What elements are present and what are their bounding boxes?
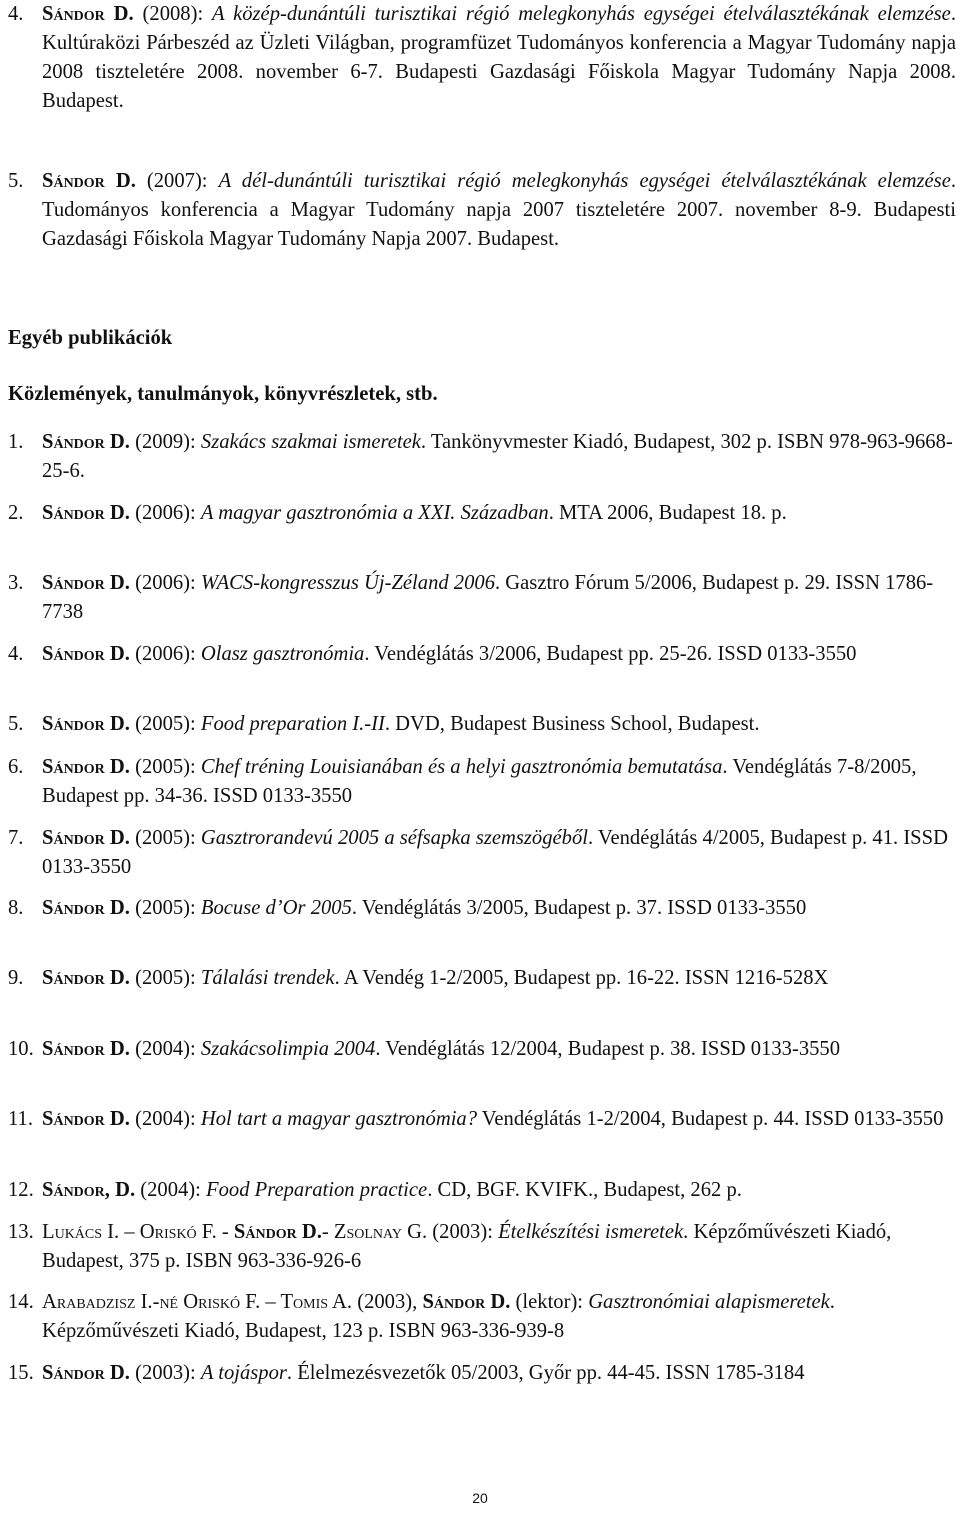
top-entry-4 bbox=[8, 0, 956, 116]
entry-number: 5. bbox=[8, 713, 24, 735]
entry-number: 7. bbox=[8, 827, 24, 849]
entry-number: 1. bbox=[8, 431, 24, 453]
entry-title: A magyar gasztronómia a XXI. Században bbox=[200, 502, 549, 524]
list-item bbox=[8, 1176, 956, 1205]
list-item bbox=[8, 894, 956, 923]
entry-source: . Tankönyvmester Kiadó, Budapest, 302 p. ISBN 978-963-9668-25-6. bbox=[42, 431, 953, 482]
entry-title: Olasz gasztronómia bbox=[200, 643, 365, 665]
entry-year: (2007): bbox=[135, 170, 219, 192]
entry-body bbox=[42, 428, 956, 486]
entry-author: Sándor D. bbox=[42, 1108, 130, 1130]
entry-number: 3. bbox=[8, 572, 24, 594]
entry-author: Sándor D. bbox=[42, 170, 136, 192]
entry-year: (2004): bbox=[129, 1038, 201, 1060]
entry-title: Food preparation I.-II bbox=[200, 713, 385, 735]
entry-year: (2004): bbox=[135, 1179, 207, 1201]
list-item bbox=[8, 824, 956, 882]
entry-year: (2003): bbox=[427, 1221, 499, 1243]
entry-body bbox=[42, 964, 956, 993]
entry-body bbox=[42, 569, 956, 627]
entry-source: . Élelmezésvezetők 05/2003, Győr pp. 44-45. ISSN 1785-3184 bbox=[286, 1362, 805, 1384]
entry-author: Sándor D. bbox=[42, 1362, 130, 1384]
entry-source: . Vendéglátás 4/2005, Budapest p. 41. ISSD 0133-3550 bbox=[42, 827, 948, 878]
entry-number: 10. bbox=[8, 1038, 34, 1060]
entry-year: (2005): bbox=[129, 967, 201, 989]
entry-body bbox=[42, 1035, 956, 1064]
entry-author: Sándor D. bbox=[42, 643, 130, 665]
entry-author: Sándor D. bbox=[42, 1038, 130, 1060]
entry-year: (2009): bbox=[129, 431, 201, 453]
page-number: 20 bbox=[472, 1490, 488, 1506]
entry-author: Sándor D. bbox=[42, 827, 130, 849]
entry-source: . Tudományos konferencia a Magyar Tudomány napja 2007 tiszteletére 2007. november 8-9. Budapesti Gazdasági Főiskola Magyar Tudomány Napja 2007. Budapest. bbox=[42, 170, 956, 250]
entry-number: 4. bbox=[8, 3, 24, 25]
entry-source: . Képzőművészeti Kiadó, Budapest, 375 p. ISBN 963-336-926-6 bbox=[42, 1221, 892, 1272]
entry-source: . CD, BGF. KVIFK., Budapest, 262 p. bbox=[427, 1179, 742, 1201]
entry-year: (2005): bbox=[129, 756, 201, 778]
entry-title: WACS-kongresszus Új-Zéland 2006 bbox=[200, 572, 495, 594]
entry-title: Szakácsolimpia 2004 bbox=[200, 1038, 376, 1060]
entry-source: . DVD, Budapest Business School, Budapest. bbox=[384, 713, 760, 735]
entry-author: Sándor D. bbox=[42, 897, 130, 919]
section-heading: Egyéb publikációk bbox=[8, 327, 173, 349]
entry-number: 12. bbox=[8, 1179, 34, 1201]
entry-number: 4. bbox=[8, 643, 24, 665]
entry-body bbox=[42, 167, 956, 254]
entry-year: (2006): bbox=[129, 502, 201, 524]
entry-title: Food Preparation practice bbox=[206, 1179, 428, 1201]
list-item bbox=[8, 1035, 956, 1064]
entry-number: 9. bbox=[8, 967, 24, 989]
entry-body bbox=[42, 1176, 956, 1205]
entry-source: . Vendéglátás 3/2005, Budapest p. 37. ISSD 0133-3550 bbox=[351, 897, 807, 919]
entry-title: A dél-dunántúli turisztikai régió melegkonyhás egységei ételválasztékának elemzése bbox=[218, 170, 951, 192]
entry-source: . MTA 2006, Budapest 18. p. bbox=[548, 502, 787, 524]
entry-body bbox=[42, 499, 956, 528]
entry-author: Sándor D. bbox=[42, 967, 130, 989]
entry-body bbox=[42, 824, 956, 882]
entry-source: . Vendéglátás 12/2004, Budapest p. 38. ISSD 0133-3550 bbox=[375, 1038, 841, 1060]
list-item bbox=[8, 640, 956, 669]
entry-number: 8. bbox=[8, 897, 24, 919]
list-item bbox=[8, 569, 956, 627]
entry-title: A tojáspor bbox=[200, 1362, 287, 1384]
entry-body bbox=[42, 1218, 956, 1276]
entry-body bbox=[42, 1105, 956, 1134]
entry-number: 15. bbox=[8, 1362, 34, 1384]
entry-year: (2006): bbox=[129, 643, 201, 665]
entry-source: . Vendéglátás 7-8/2005, Budapest pp. 34-36. ISSD 0133-3550 bbox=[42, 756, 917, 807]
entry-year: (2008): bbox=[133, 3, 213, 25]
entry-body bbox=[42, 753, 956, 811]
entry-author: Sándor D. bbox=[42, 431, 130, 453]
entry-source: . A Vendég 1-2/2005, Budapest pp. 16-22. ISSN 1216-528X bbox=[334, 967, 829, 989]
entry-number: 6. bbox=[8, 756, 24, 778]
entry-title: Chef tréning Louisianában és a helyi gasztronómia bemutatása bbox=[200, 756, 723, 778]
entry-number: 13. bbox=[8, 1221, 34, 1243]
entry-coauthors: Lukács I. – Oriskó F. - bbox=[42, 1221, 234, 1243]
entry-source: . Képzőművészeti Kiadó, Budapest, 123 p. ISBN 963-336-939-8 bbox=[42, 1291, 835, 1342]
entry-year: (2005): bbox=[129, 827, 201, 849]
entry-title: Tálalási trendek bbox=[200, 967, 335, 989]
entry-author: Sándor D. bbox=[42, 3, 134, 25]
entry-body bbox=[42, 640, 956, 669]
entry-author: Sándor D. bbox=[42, 756, 130, 778]
entry-author: Sándor D. bbox=[42, 572, 130, 594]
entry-number: 5. bbox=[8, 170, 24, 192]
entry-number: 2. bbox=[8, 502, 24, 524]
entry-body bbox=[42, 710, 956, 739]
list-item bbox=[8, 964, 956, 993]
entry-body bbox=[42, 0, 956, 116]
entry-author: Sándor D. bbox=[422, 1291, 511, 1313]
entry-year: (2006): bbox=[129, 572, 201, 594]
list-item bbox=[8, 1288, 956, 1346]
list-item bbox=[8, 710, 956, 739]
entry-title: Bocuse d’Or 2005 bbox=[200, 897, 352, 919]
entry-body bbox=[42, 894, 956, 923]
entry-number: 14. bbox=[8, 1291, 34, 1313]
entry-author: Sándor D. bbox=[42, 502, 130, 524]
entry-author: Sándor, D. bbox=[42, 1179, 136, 1201]
entry-author: Sándor D. bbox=[233, 1221, 322, 1243]
list-item bbox=[8, 499, 956, 528]
entry-coauthors-after: - Zsolnay G. bbox=[321, 1221, 428, 1243]
entry-author: Sándor D. bbox=[42, 713, 130, 735]
entry-body bbox=[42, 1288, 956, 1346]
entry-title: Szakács szakmai ismeretek bbox=[200, 431, 421, 453]
top-entry-5 bbox=[8, 167, 956, 254]
entry-year: (2005): bbox=[129, 713, 201, 735]
entry-title: Gasztrorandevú 2005 a séfsapka szemszögéből bbox=[200, 827, 588, 849]
entry-title: Ételkészítési ismeretek bbox=[498, 1221, 684, 1243]
entry-title: Gasztronómiai alapismeretek bbox=[588, 1291, 830, 1313]
subsection-heading: Közlemények, tanulmányok, könyvrészletek, stb. bbox=[8, 383, 438, 405]
list-item bbox=[8, 753, 956, 811]
entry-source: . Kultúraközi Párbeszéd az Üzleti Világban, programfüzet Tudományos konferencia a Magyar Tudomány napja 2008 tiszteletére 2008. november 6-7. Budapesti Gazdasági Főiskola Magyar Tudomány Napja 2008. Budapest. bbox=[42, 3, 956, 112]
list-item bbox=[8, 428, 956, 486]
entry-source: . Vendéglátás 3/2006, Budapest pp. 25-26. ISSD 0133-3550 bbox=[364, 643, 857, 665]
entry-body bbox=[42, 1359, 956, 1388]
list-item bbox=[8, 1359, 956, 1388]
entry-title: Hol tart a magyar gasztronómia? bbox=[200, 1108, 478, 1130]
entry-year: (2004): bbox=[129, 1108, 201, 1130]
entry-title: A közép-dunántúli turisztikai régió melegkonyhás egységei ételválasztékának elemzése bbox=[212, 3, 951, 25]
list-item bbox=[8, 1105, 956, 1134]
entry-number: 11. bbox=[8, 1108, 33, 1130]
list-item bbox=[8, 1218, 956, 1276]
entry-source: Vendéglátás 1-2/2004, Budapest p. 44. ISSD 0133-3550 bbox=[477, 1108, 944, 1130]
entry-year: (2005): bbox=[129, 897, 201, 919]
entry-year: (2003): bbox=[129, 1362, 201, 1384]
entry-coauthors: Arabadzisz I.-né Oriskó F. – Tomis A. (2003), bbox=[42, 1291, 423, 1313]
entry-source: . Gasztro Fórum 5/2006, Budapest p. 29. ISSN 1786-7738 bbox=[42, 572, 934, 623]
entry-year: (lektor): bbox=[510, 1291, 589, 1313]
